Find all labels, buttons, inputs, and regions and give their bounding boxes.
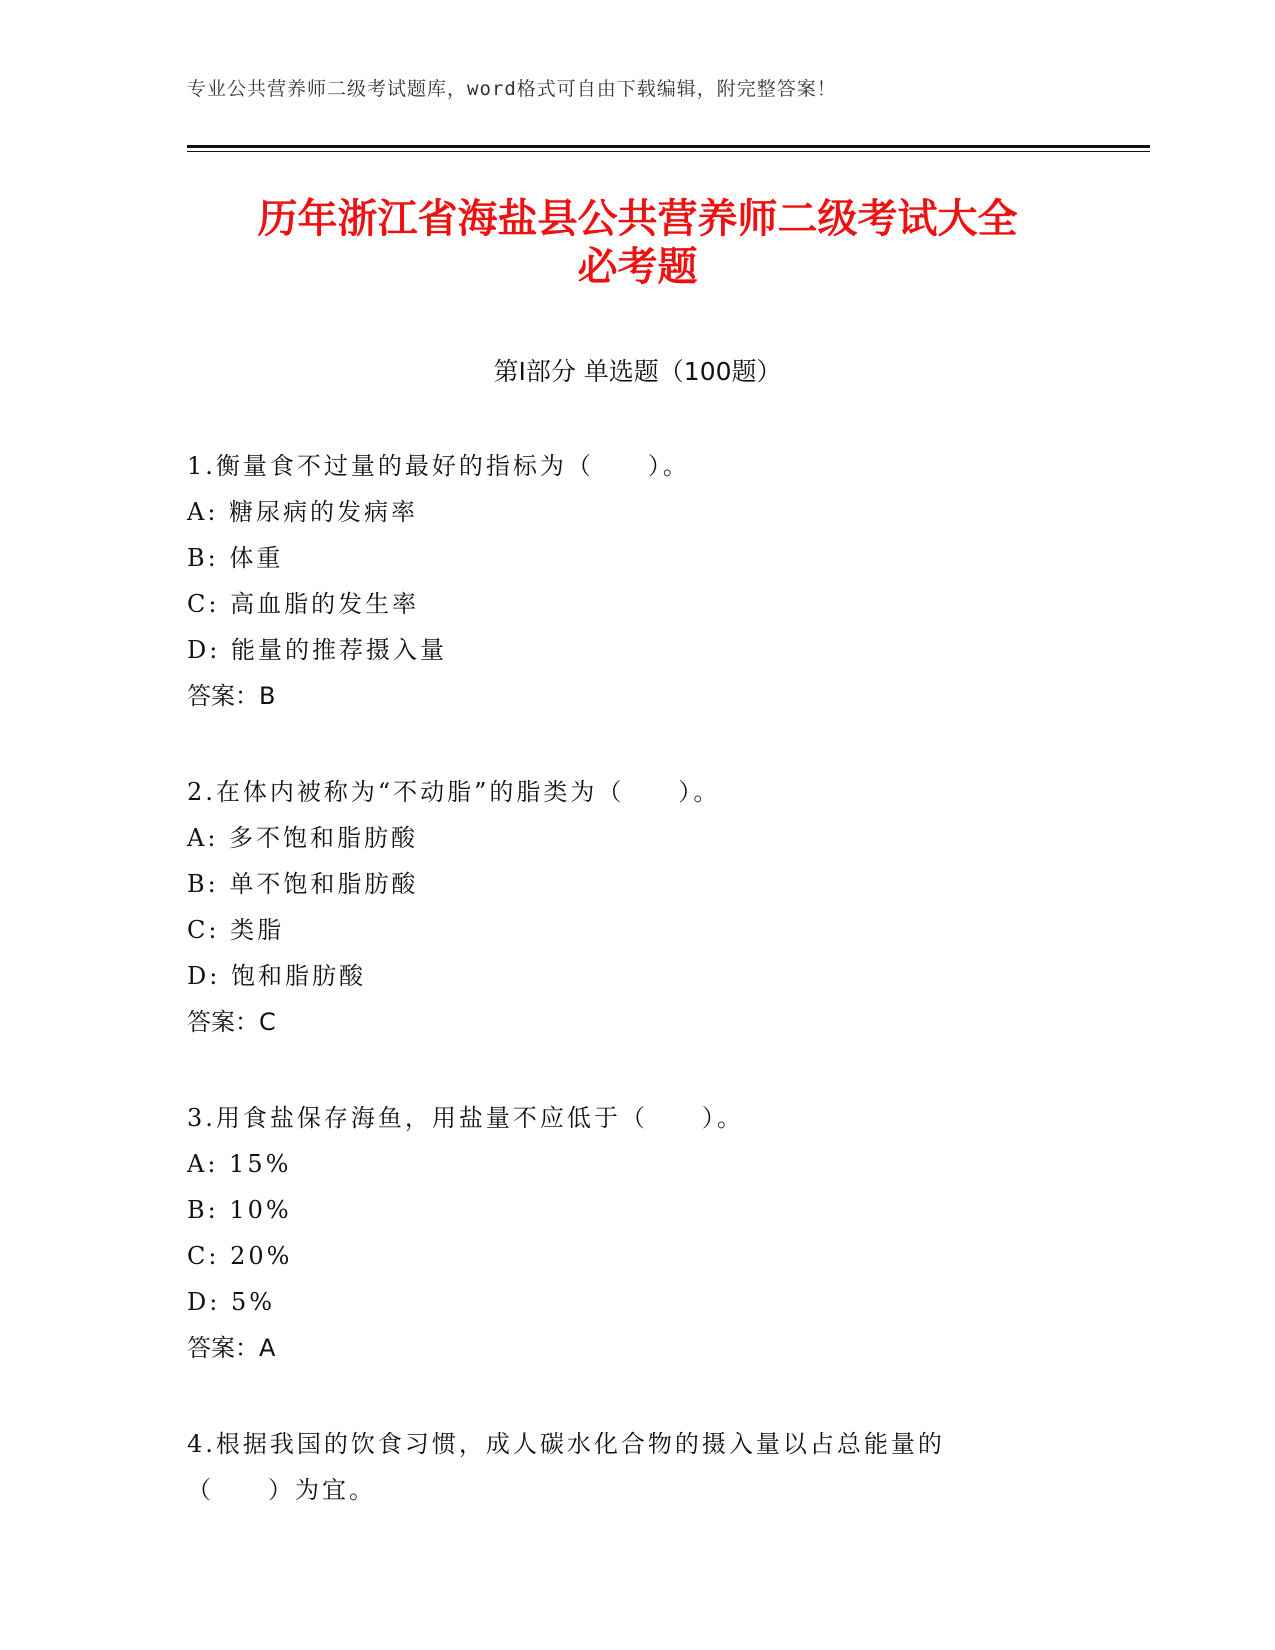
- option-a: A: 糖尿病的发病率: [187, 498, 419, 526]
- question-stem: 4.根据我国的饮食习惯，成人碳水化合物的摄入量以占总能量的（ ）为宜。: [187, 1430, 945, 1504]
- question-stem: 2.在体内被称为“不动脂”的脂类为（ ）。: [187, 778, 721, 806]
- question-stem: 3.用食盐保存海鱼，用盐量不应低于（ ）。: [187, 1104, 744, 1132]
- header-note: 专业公共营养师二级考试题库，word格式可自由下载编辑，附完整答案！: [187, 78, 837, 100]
- question-list: [187, 443, 1087, 1563]
- question-2: [187, 769, 1087, 1045]
- option-d: D: 饱和脂肪酸: [187, 962, 366, 990]
- option-b: B: 10%: [187, 1196, 292, 1224]
- section-heading: 第Ⅰ部分 单选题（100题）: [493, 357, 782, 386]
- document-title: [150, 195, 1125, 291]
- question-1: [187, 443, 1087, 719]
- option-b: B: 体重: [187, 544, 284, 572]
- question-3: [187, 1095, 1087, 1371]
- title-line-2: 必考题: [577, 244, 698, 290]
- header-divider-thick: [187, 145, 1150, 148]
- option-d: D: 5%: [187, 1288, 276, 1316]
- question-stem: 1.衡量食不过量的最好的指标为（ ）。: [187, 452, 690, 480]
- option-a: A: 15%: [187, 1150, 292, 1178]
- option-a: A: 多不饱和脂肪酸: [187, 824, 419, 852]
- option-c: C: 类脂: [187, 916, 285, 944]
- option-b: B: 单不饱和脂肪酸: [187, 870, 419, 898]
- answer: 答案：A: [187, 1334, 276, 1362]
- option-c: C: 20%: [187, 1242, 293, 1270]
- title-line-1: 历年浙江省海盐县公共营养师二级考试大全: [257, 196, 1018, 242]
- question-4: [187, 1421, 1087, 1513]
- answer: 答案：C: [187, 1008, 276, 1036]
- answer: 答案：B: [187, 682, 276, 710]
- option-c: C: 高血脂的发生率: [187, 590, 420, 618]
- option-d: D: 能量的推荐摄入量: [187, 636, 447, 664]
- header-divider-thin: [187, 151, 1150, 152]
